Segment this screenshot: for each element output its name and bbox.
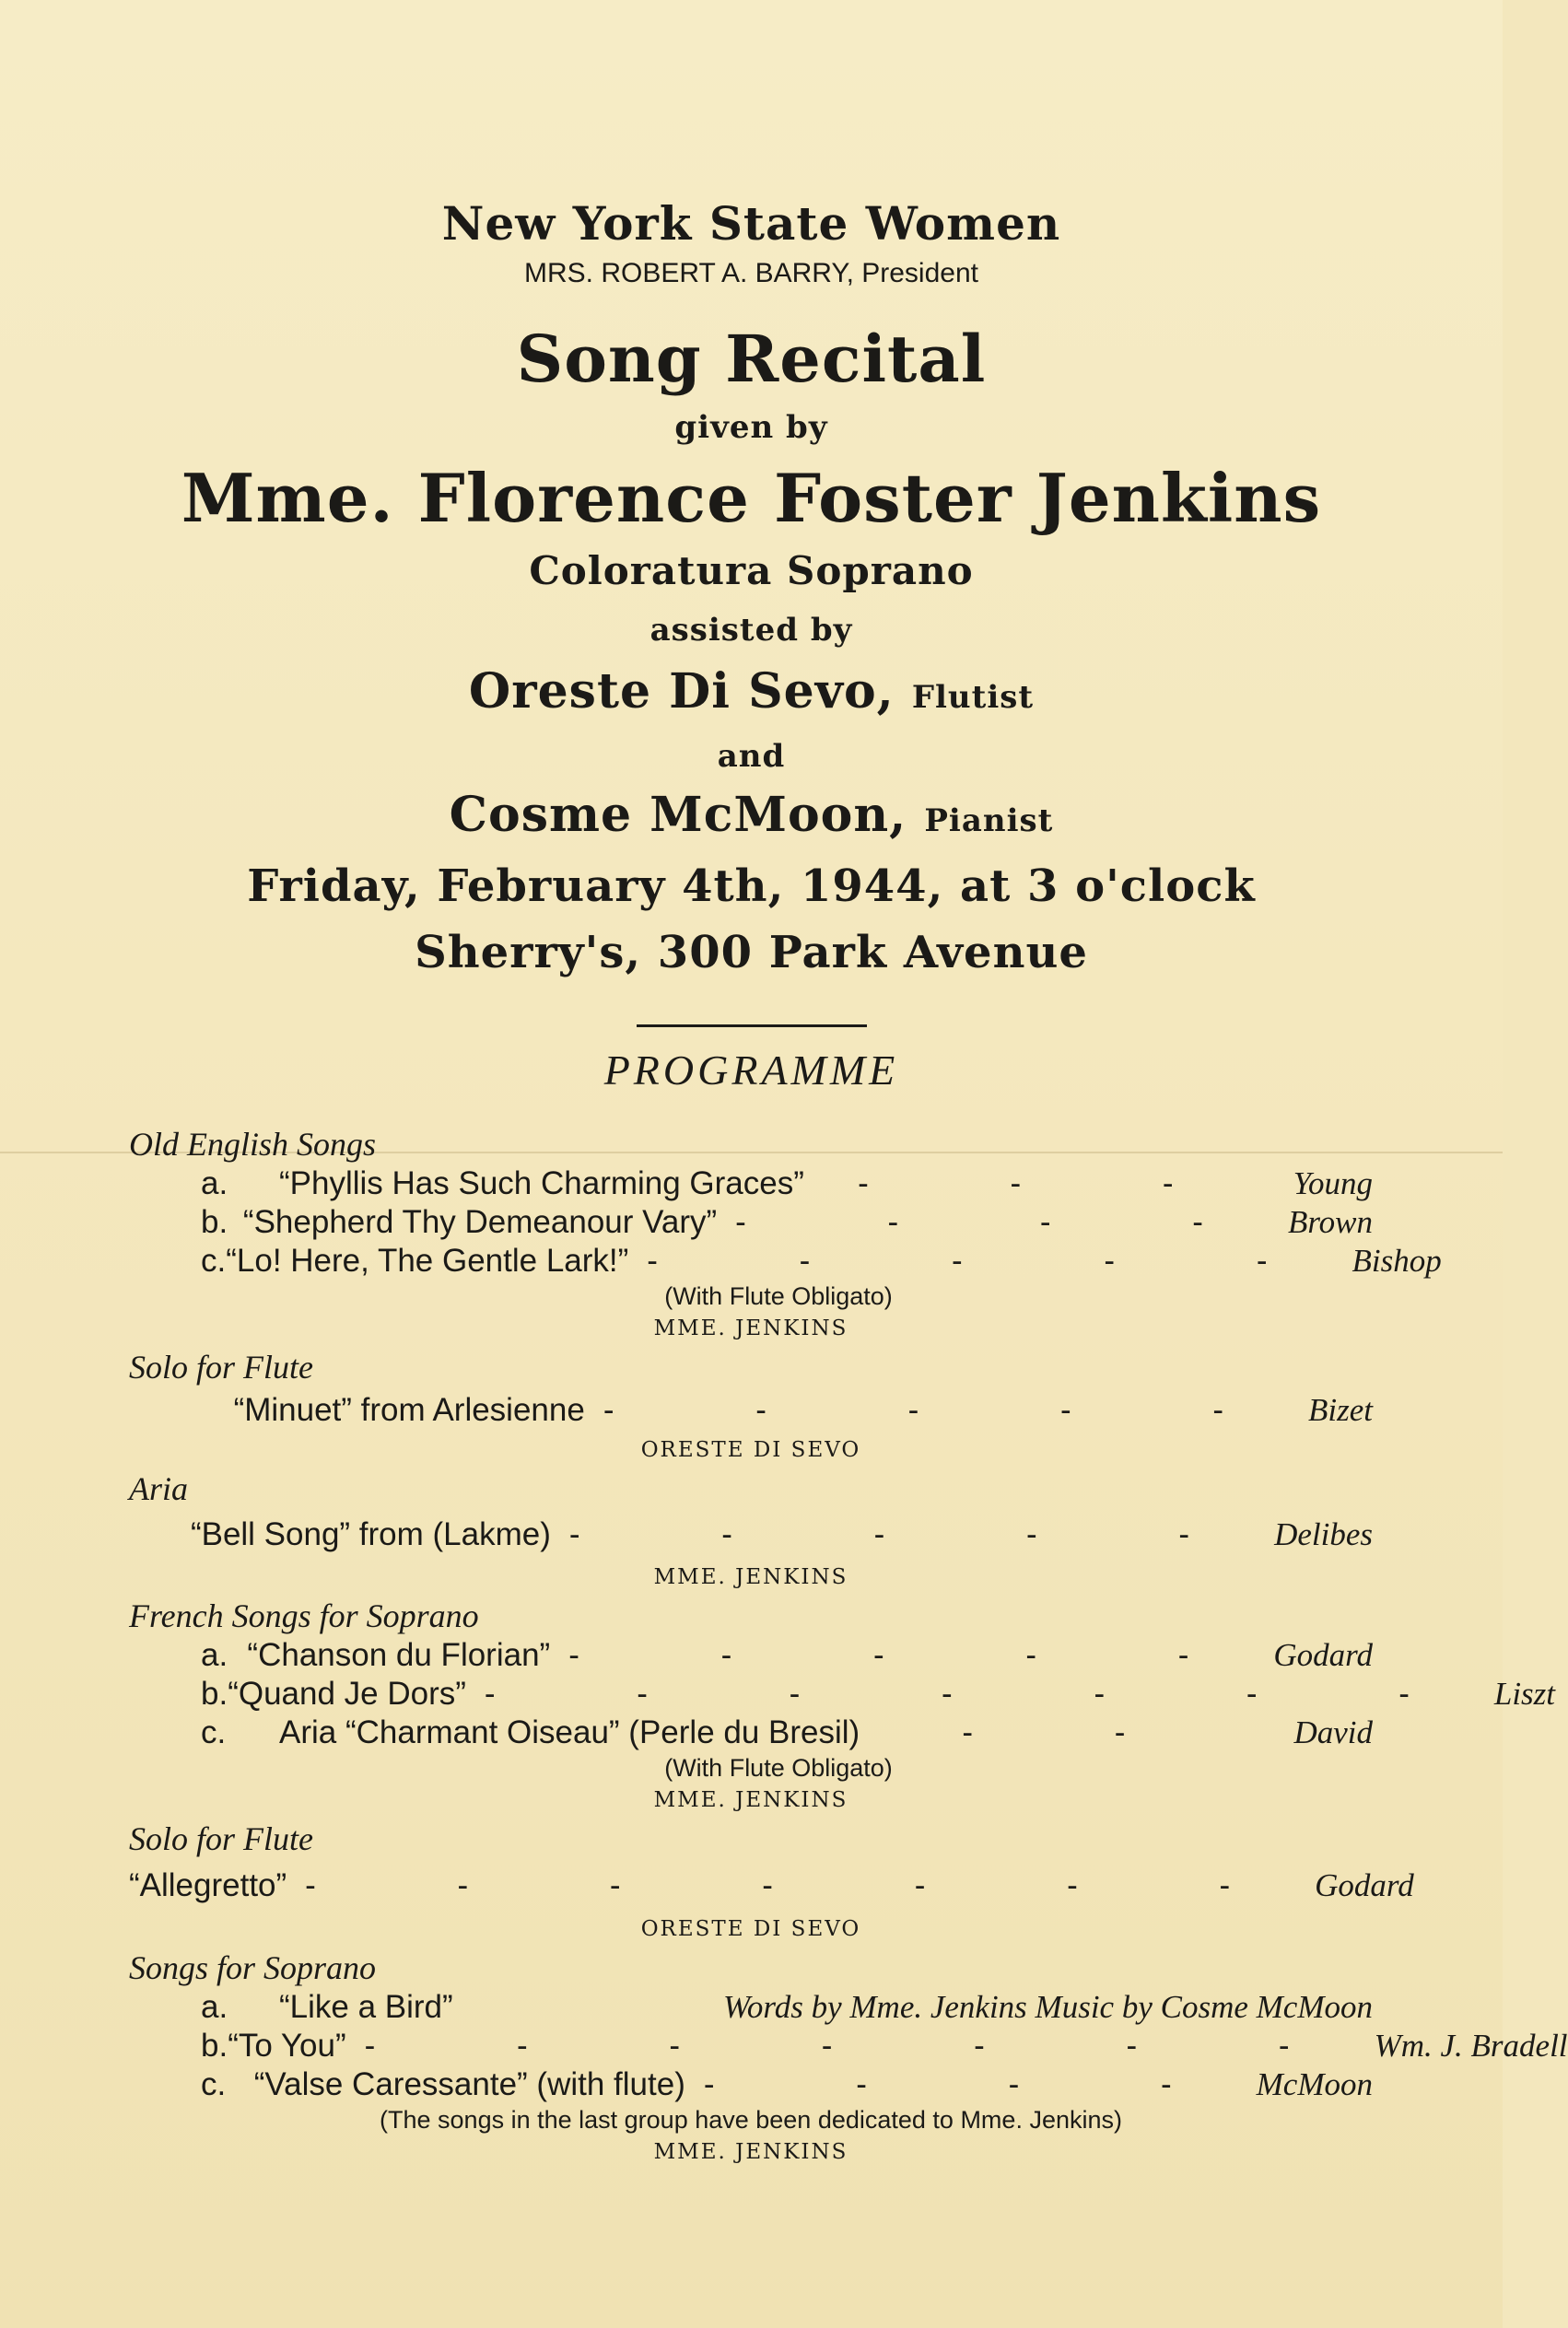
song-title: “Lo! Here, The Gentle Lark!”	[226, 1243, 629, 1279]
and-label: and	[717, 738, 786, 775]
section-title: Songs for Soprano	[129, 1949, 377, 1986]
leader-dashes: - - - - - - -	[305, 1867, 1297, 1903]
flute-obligato-note: (With Flute Obligato)	[664, 1282, 893, 1310]
performer-credit: ORESTE DI SEVO	[640, 1917, 861, 1941]
composer: McMoon	[1256, 2066, 1373, 2102]
assistant-flutist-role: Flutist	[911, 679, 1035, 716]
leader-dashes: - -	[962, 1714, 1192, 1750]
composer: Bizet	[1308, 1392, 1373, 1428]
song-title: “Allegretto”	[129, 1867, 287, 1903]
composer: Bishop	[1352, 1243, 1442, 1279]
performer-credit: MME. JENKINS	[653, 1788, 848, 1812]
song-title: “Valse Caressante” (with flute)	[253, 2066, 685, 2102]
performer-name: Mme. Florence Foster Jenkins	[181, 459, 1322, 537]
item-letter: c.	[201, 2066, 227, 2102]
performer-credit: MME. JENKINS	[653, 1316, 848, 1340]
item-letter: b.	[201, 2028, 228, 2064]
song-title: “Shepherd Thy Demeanour Vary”	[242, 1204, 718, 1240]
header-divider	[637, 1024, 867, 1027]
performer-credit: MME. JENKINS	[653, 1565, 848, 1589]
composer: Godard	[1315, 1867, 1414, 1903]
assistant-flutist	[0, 660, 1503, 730]
item-letter: b.	[201, 1204, 228, 1240]
programme-item	[129, 1509, 1373, 1561]
composer: Wm. J. Bradell	[1374, 2028, 1568, 2064]
dedication-note: (The songs in the last group have been dedicated to Mme. Jenkins)	[380, 2106, 1122, 2134]
program-header	[0, 193, 1503, 1027]
item-letter: a.	[201, 1989, 228, 2025]
programme-item	[129, 2065, 1373, 2104]
leader-dashes: - - - - - - -	[364, 2028, 1356, 2064]
performer-credit: MME. JENKINS	[653, 2140, 848, 2164]
section-title: Old English Songs	[129, 1126, 377, 1163]
flute-obligato-note: (With Flute Obligato)	[664, 1754, 893, 1782]
leader-dashes: - - - - -	[568, 1637, 1256, 1673]
item-letter: c.	[201, 1714, 227, 1750]
song-title: “Quand Je Dors”	[228, 1676, 466, 1712]
item-letter: c.	[201, 1243, 227, 1279]
item-letter: a.	[201, 1637, 228, 1673]
event-date: Friday, February 4th, 1944, at 3 o'clock	[247, 860, 1256, 912]
programme-item	[129, 1164, 1373, 1203]
words-and-music-credit: Words by Mme. Jenkins Music by Cosme McMoon	[722, 1989, 1373, 2025]
assistant-pianist-name: Cosme McMoon,	[449, 787, 907, 843]
composer: Delibes	[1274, 1516, 1373, 1552]
item-letter: a.	[201, 1165, 228, 1201]
programme-item	[129, 1636, 1373, 1675]
programme-heading: PROGRAMME	[603, 1047, 899, 1094]
song-title: “Phyllis Has Such Charming Graces”	[279, 1165, 804, 1201]
recital-title: Song Recital	[516, 321, 987, 397]
song-title: “Chanson du Florian”	[247, 1637, 551, 1673]
assistant-pianist	[0, 783, 1503, 853]
organization-name: New York State Women	[441, 196, 1061, 251]
section-title: French Songs for Soprano	[129, 1597, 479, 1634]
leader-dashes: - - - -	[735, 1204, 1270, 1240]
assistant-flutist-name: Oreste Di Sevo,	[468, 663, 895, 719]
leader-dashes: - - - - -	[647, 1243, 1334, 1279]
programme-list	[129, 1124, 1568, 2170]
given-by-label: given by	[674, 409, 828, 446]
performer-credit: ORESTE DI SEVO	[640, 1438, 861, 1462]
song-title: “Minuet” from Arlesienne	[233, 1392, 585, 1428]
programme-item	[129, 2027, 1568, 2065]
song-title: “Like a Bird”	[279, 1989, 453, 2025]
assisted-by-label: assisted by	[649, 612, 853, 649]
composer: Liszt	[1493, 1676, 1556, 1712]
programme-item	[129, 1203, 1373, 1242]
composer: Godard	[1273, 1637, 1373, 1673]
leader-dashes: - - - -	[703, 2066, 1238, 2102]
leader-dashes: - - - - -	[568, 1516, 1257, 1552]
leader-dashes: - - -	[858, 1165, 1240, 1201]
programme-item	[129, 1714, 1373, 1752]
song-title: “Bell Song” from (Lakme)	[190, 1516, 551, 1552]
song-title: “To You”	[228, 2028, 346, 2064]
event-venue: Sherry's, 300 Park Avenue	[415, 927, 1088, 978]
voice-type: Coloratura Soprano	[529, 548, 974, 593]
composer: Brown	[1287, 1204, 1373, 1240]
programme-item	[129, 1988, 1373, 2027]
programme-item	[129, 1675, 1556, 1714]
leader-dashes: - - - - - - -	[484, 1676, 1476, 1712]
president-line: MRS. ROBERT A. BARRY, President	[524, 258, 978, 288]
programme-item	[129, 1859, 1414, 1913]
section-title: Solo for Flute	[129, 1820, 313, 1857]
programme-item	[129, 1387, 1373, 1433]
composer: Young	[1293, 1165, 1373, 1201]
item-letter: b.	[201, 1676, 228, 1712]
composer: David	[1293, 1714, 1373, 1750]
section-title: Solo for Flute	[129, 1349, 313, 1386]
leader-dashes: - - - - -	[603, 1392, 1291, 1428]
song-title: Aria “Charmant Oiseau” (Perle du Bresil)	[279, 1714, 860, 1750]
section-title: Aria	[129, 1470, 189, 1507]
programme-item	[129, 1242, 1442, 1281]
assistant-pianist-role: Pianist	[924, 802, 1054, 839]
